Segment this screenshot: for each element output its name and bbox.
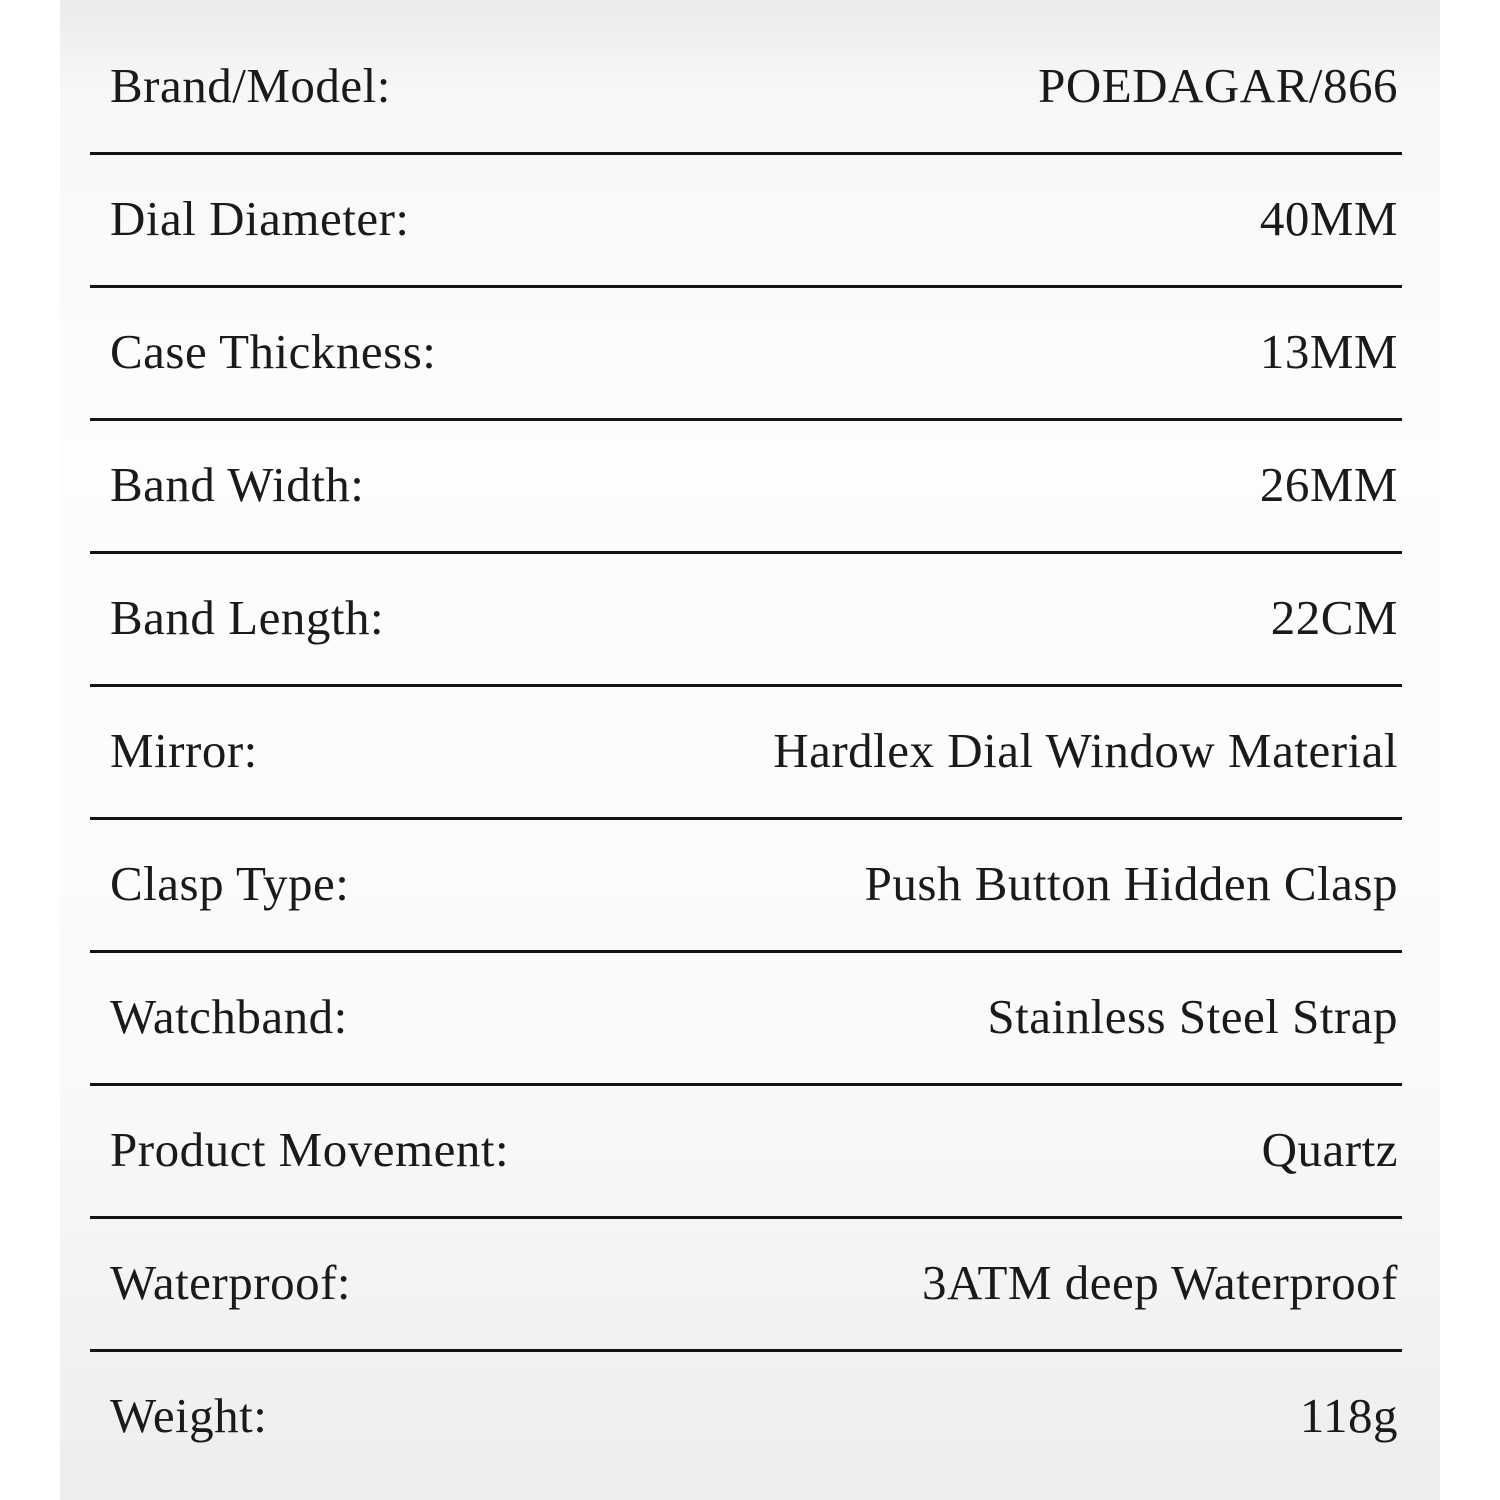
spec-label: Product Movement: <box>110 1122 510 1177</box>
spec-row-brand-model <box>90 22 1402 155</box>
spec-value: Push Button Hidden Clasp <box>864 856 1398 911</box>
spec-row-mirror <box>90 687 1402 820</box>
spec-sheet-panel <box>60 0 1440 1500</box>
spec-row-band-length <box>90 554 1402 687</box>
spec-value: Stainless Steel Strap <box>987 989 1398 1044</box>
spec-label: Band Length: <box>110 590 385 645</box>
spec-label: Mirror: <box>110 723 258 778</box>
spec-row-product-movement <box>90 1086 1402 1219</box>
spec-value: 13MM <box>1259 324 1398 379</box>
spec-label: Dial Diameter: <box>110 191 410 246</box>
spec-row-waterproof <box>90 1219 1402 1352</box>
spec-row-clasp-type <box>90 820 1402 953</box>
spec-value: POEDAGAR/866 <box>1038 58 1398 113</box>
spec-row-weight <box>90 1352 1402 1485</box>
spec-row-case-thickness <box>90 288 1402 421</box>
spec-value: 22CM <box>1270 590 1398 645</box>
spec-label: Band Width: <box>110 457 365 512</box>
spec-value: 40MM <box>1259 191 1398 246</box>
spec-label: Watchband: <box>110 989 348 1044</box>
spec-value: 3ATM deep Waterproof <box>922 1255 1398 1310</box>
spec-label: Waterproof: <box>110 1255 352 1310</box>
spec-label: Clasp Type: <box>110 856 350 911</box>
spec-label: Brand/Model: <box>110 58 391 113</box>
spec-value: 118g <box>1299 1388 1398 1443</box>
spec-row-watchband <box>90 953 1402 1086</box>
spec-label: Case Thickness: <box>110 324 437 379</box>
spec-row-band-width <box>90 421 1402 554</box>
spec-label: Weight: <box>110 1388 268 1443</box>
spec-value: Hardlex Dial Window Material <box>773 723 1398 778</box>
spec-list <box>90 22 1402 1485</box>
spec-row-dial-diameter <box>90 155 1402 288</box>
spec-value: 26MM <box>1259 457 1398 512</box>
spec-value: Quartz <box>1261 1122 1398 1177</box>
